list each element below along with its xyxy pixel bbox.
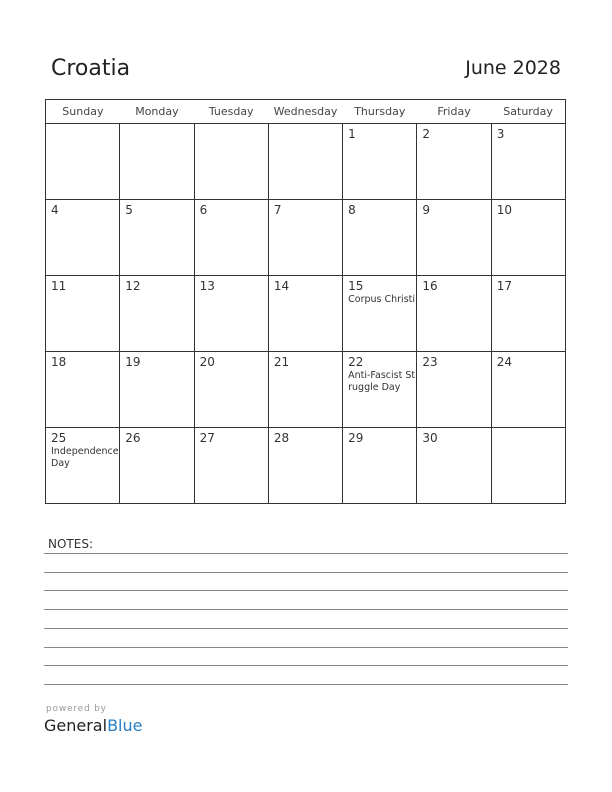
day-cell: [491, 428, 565, 504]
brand-general: General: [44, 716, 108, 735]
day-cell: [194, 352, 268, 428]
day-cell: [120, 428, 194, 504]
day-number: 30: [422, 431, 438, 445]
day-number: 13: [199, 279, 215, 293]
weekday-wednesday: Wednesday: [268, 100, 342, 124]
note-line: [44, 684, 568, 685]
day-cell: [268, 428, 342, 504]
day-number: 4: [51, 203, 59, 217]
day-number: 15: [348, 279, 364, 293]
day-number: 25: [51, 431, 67, 445]
day-cell: [491, 200, 565, 276]
day-cell: [417, 124, 491, 200]
weekday-thursday: Thursday: [343, 100, 417, 124]
day-cell: [343, 200, 417, 276]
day-cell: [417, 276, 491, 352]
week-row: [46, 428, 566, 504]
brand-blue: Blue: [107, 716, 143, 735]
weekday-friday: Friday: [417, 100, 491, 124]
day-number: 18: [51, 355, 67, 369]
day-number: 21: [273, 355, 290, 369]
month-year-title: June 2028: [465, 57, 561, 79]
week-row: [46, 352, 566, 428]
day-number: 24: [496, 355, 512, 369]
day-cell: [417, 428, 491, 504]
day-number: 5: [125, 203, 133, 217]
day-cell: [120, 276, 194, 352]
day-number: 22: [348, 355, 364, 369]
day-number: 2: [422, 127, 431, 141]
day-cell: [194, 428, 268, 504]
weekday-monday: Monday: [120, 100, 194, 124]
day-cell: [491, 124, 565, 200]
week-row: [46, 200, 566, 276]
day-number: 10: [496, 203, 512, 217]
day-cell: [268, 276, 342, 352]
note-line: [44, 590, 568, 591]
day-cell: [343, 124, 417, 200]
day-cell: [268, 352, 342, 428]
country-title: Croatia: [51, 56, 131, 81]
day-cell: [491, 352, 565, 428]
day-number: 6: [199, 203, 208, 217]
day-cell: [417, 200, 491, 276]
holiday-label: Independence Day: [51, 446, 119, 469]
day-cell: [194, 276, 268, 352]
day-cell: [120, 124, 194, 200]
day-cell: [268, 124, 342, 200]
week-row: [46, 276, 566, 352]
day-cell: [343, 428, 417, 504]
day-cell: [46, 276, 120, 352]
day-number: 3: [496, 127, 505, 141]
day-cell: [194, 200, 268, 276]
brand-logo: [44, 716, 142, 735]
weekday-header-row: [46, 100, 566, 124]
powered-by-text: powered by: [46, 704, 107, 714]
day-number: 14: [273, 279, 290, 293]
calendar-grid: [45, 99, 566, 504]
day-cell: [268, 200, 342, 276]
day-cell: [46, 428, 120, 504]
day-cell: [491, 276, 565, 352]
holiday-label: Anti-Fascist Struggle Day: [348, 370, 416, 393]
day-number: 8: [348, 203, 356, 217]
weekday-sunday: Sunday: [46, 100, 120, 124]
day-cell: [343, 276, 417, 352]
day-number: 29: [348, 431, 364, 445]
day-cell: [46, 200, 120, 276]
day-number: 23: [422, 355, 438, 369]
note-line: [44, 647, 568, 648]
day-number: 27: [199, 431, 215, 445]
day-cell: [46, 124, 120, 200]
day-cell: [120, 200, 194, 276]
day-number: 16: [422, 279, 438, 293]
day-number: 26: [125, 431, 141, 445]
day-number: 9: [422, 203, 431, 217]
week-row: [46, 124, 566, 200]
day-number: 7: [273, 203, 282, 217]
day-cell: [417, 352, 491, 428]
note-line: [44, 572, 568, 573]
note-line: [44, 665, 568, 666]
day-number: 28: [273, 431, 290, 445]
weekday-tuesday: Tuesday: [194, 100, 268, 124]
notes-label: NOTES:: [48, 537, 93, 551]
day-number: 1: [348, 127, 356, 141]
day-number: 11: [51, 279, 67, 293]
day-cell: [343, 352, 417, 428]
day-cell: [194, 124, 268, 200]
day-number: 12: [125, 279, 141, 293]
holiday-label: Corpus Christi: [348, 294, 416, 305]
note-line: [44, 628, 568, 629]
note-line: [44, 553, 568, 554]
day-number: 20: [199, 355, 215, 369]
day-number: 19: [125, 355, 141, 369]
day-number: 17: [496, 279, 512, 293]
weekday-saturday: Saturday: [491, 100, 565, 124]
note-line: [44, 609, 568, 610]
day-cell: [46, 352, 120, 428]
day-cell: [120, 352, 194, 428]
